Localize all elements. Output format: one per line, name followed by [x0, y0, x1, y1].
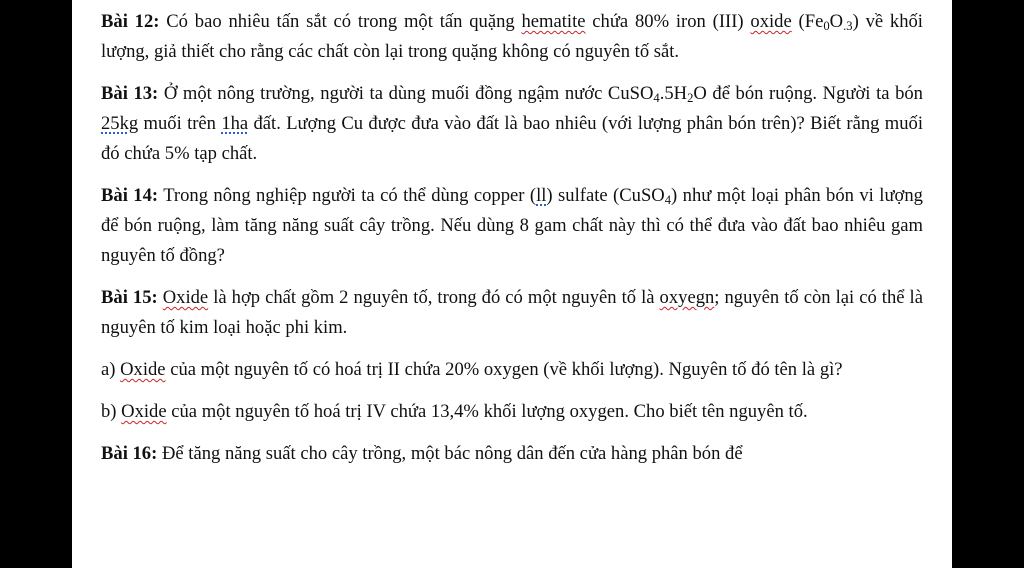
- problem-label: Bài 13:: [101, 83, 159, 104]
- text-run: muối trên: [138, 113, 222, 134]
- subscript: 2: [687, 91, 694, 106]
- subscript: .3: [843, 19, 853, 34]
- document-content: [101, 7, 923, 469]
- text-run: O: [829, 11, 844, 32]
- spellcheck-word[interactable]: oxyegn: [659, 287, 715, 308]
- text-run: Trong nông nghiệp người ta có thể dùng copper (: [158, 185, 537, 206]
- grammar-flag-word[interactable]: 25kg: [101, 113, 139, 134]
- text-run: là hợp chất gồm 2 nguyên tố, trong đó có một nguyên tố là: [208, 287, 660, 308]
- text-run: O để bón ruộng. Người ta bón: [693, 83, 923, 104]
- problem-13: [101, 79, 923, 169]
- text-run: của một nguyên tố có hoá trị II chứa 20% oxygen (về khối lượng). Nguyên tố đó tên là gì?: [165, 359, 843, 380]
- text-run: (Fe: [791, 11, 824, 32]
- text-run: ) sulfate (CuSO: [546, 185, 665, 206]
- subscript: 4: [664, 193, 672, 208]
- document-page: [72, 0, 952, 568]
- problem-label: Bài 15:: [101, 287, 158, 308]
- text-run: Ở một nông trường, người ta dùng muối đồng ngậm nước CuSO: [158, 83, 654, 104]
- text-run: ; nguyên tố còn lại có thể là nguyên tố kim loại hoặc phi kim.: [101, 287, 923, 338]
- problem-12: [101, 7, 923, 67]
- problem-15: [101, 283, 923, 343]
- text-run: .5H: [659, 83, 688, 104]
- problem-15b: [101, 397, 923, 427]
- text-run: ) về khối lượng, giả thiết cho rằng các chất còn lại trong quặng không có nguyên tố sắt.: [101, 11, 923, 62]
- spellcheck-word[interactable]: oxide: [750, 11, 792, 32]
- text-run: ) như một loại phân bón vi lượng để bón ruộng, làm tăng năng suất cây trồng. Nếu dùng 8 gam chất này thì có thể đưa vào đất bao nhiêu gam nguyên tố đồng?: [101, 185, 923, 266]
- text-run: Để tăng năng suất cho cây trồng, một bác nông dân đến cửa hàng phân bón để: [157, 443, 743, 464]
- spellcheck-word[interactable]: Oxide: [162, 287, 209, 308]
- text-run: đất. Lượng Cu được đưa vào đất là bao nhiêu (với lượng phân bón trên)? Biết rằng muối đó chứa 5% tạp chất.: [101, 113, 923, 164]
- subscript: 0: [823, 19, 830, 34]
- item-prefix: b): [101, 401, 122, 422]
- grammar-flag-word[interactable]: 1ha: [221, 113, 249, 134]
- spellcheck-word[interactable]: Oxide: [121, 401, 167, 422]
- item-prefix: a): [101, 359, 121, 380]
- spellcheck-word[interactable]: Oxide: [120, 359, 166, 380]
- problem-16: [101, 439, 923, 469]
- text-run: của một nguyên tố hoá trị IV chứa 13,4% khối lượng oxygen. Cho biết tên nguyên tố.: [166, 401, 808, 422]
- problem-label: Bài 16:: [101, 443, 158, 464]
- spellcheck-word[interactable]: hematite: [521, 11, 586, 32]
- text-run: Có bao nhiêu tấn sắt có trong một tấn quặng: [159, 11, 522, 32]
- grammar-flag-word[interactable]: ll: [536, 185, 547, 206]
- problem-14: [101, 181, 923, 271]
- problem-label: Bài 14:: [101, 185, 159, 206]
- text-run: chứa 80% iron (III): [585, 11, 751, 32]
- problem-label: Bài 12:: [101, 11, 160, 32]
- problem-15a: [101, 355, 923, 385]
- subscript: 4: [653, 91, 660, 106]
